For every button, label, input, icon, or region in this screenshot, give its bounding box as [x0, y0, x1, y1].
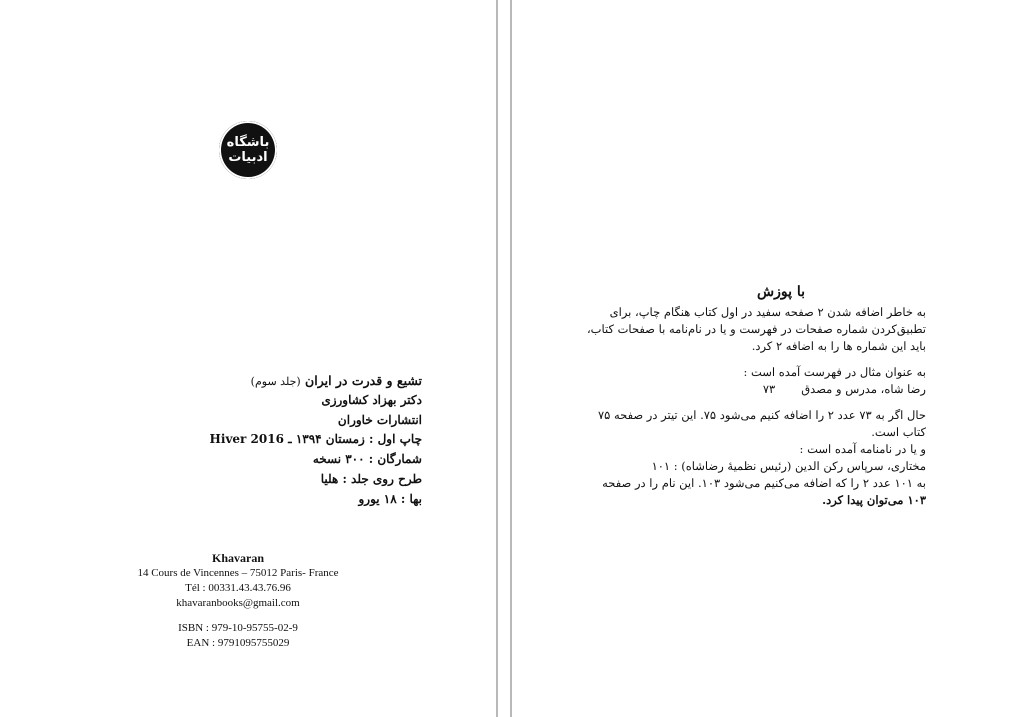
publisher-name: Khavaran	[211, 551, 264, 565]
paragraph-line: تطبیق‌کردن شماره صفحات در فهرست و یا در نام‌نامه با صفحات کتاب،	[586, 322, 926, 336]
example-entry-page: ۷۳	[762, 382, 776, 396]
notice-paragraph-2	[596, 364, 926, 398]
notice-paragraph-1	[586, 304, 926, 355]
author-line: دکتر بهزاد کشاورزی	[321, 392, 422, 407]
example-entry	[596, 381, 926, 398]
left-page	[0, 0, 496, 717]
apology-notice	[586, 284, 926, 518]
notice-paragraph-3	[596, 407, 926, 441]
edition-line: چاپ اول : زمستان ۱۳۹۴ ـ Hiver 2016	[209, 432, 422, 447]
page-gutter-left	[496, 0, 498, 717]
example-entry-text: رضا شاه، مدرس و مصدق	[801, 382, 926, 396]
cover-design-line: طرح روی جلد : هلیا	[320, 471, 422, 486]
paragraph-line: کتاب است.	[871, 425, 926, 439]
paragraph-line: ۱۰۳ می‌توان پیدا کرد.	[822, 493, 926, 507]
book-title-line	[160, 371, 422, 391]
paragraph-line: باید این شماره ها را به اضافه ۲ کرد.	[751, 339, 926, 353]
publisher-address: 14 Cours de Vincennes – 75012 Paris- France	[137, 567, 339, 579]
publisher-tel: Tél : 00331.43.43.76.96	[185, 582, 291, 594]
paragraph-line: به ۱۰۱ عدد ۲ را که اضافه می‌کنیم می‌شود ۱۰۳. این نام را در صفحه	[602, 476, 926, 490]
publisher-info	[110, 551, 366, 651]
paragraph-line: به خاطر اضافه شدن ۲ صفحه سفید در اول کتاب هنگام چاپ، برای	[609, 305, 926, 319]
print-run-line: شمارگان : ۳۰۰ نسخه	[312, 452, 422, 467]
notice-paragraph-4	[596, 441, 926, 509]
price-line: بها : ۱۸ یورو	[358, 491, 422, 506]
right-page	[512, 0, 1024, 717]
paragraph-line: حال اگر به ۷۳ عدد ۲ را اضافه کنیم می‌شود ۷۵. این تیتر در صفحه ۷۵	[597, 408, 926, 422]
isbn: ISBN : 979-10-95755-02-9	[178, 622, 298, 634]
ean: EAN : 9791095755029	[186, 637, 290, 649]
book-title: تشیع و قدرت در ایران	[305, 373, 422, 388]
publisher-email: khavaranbooks@gmail.com	[176, 597, 300, 609]
notice-heading: با پوزش	[756, 284, 805, 300]
book-volume: (جلد سوم)	[250, 375, 301, 388]
publisher-logo-seal	[219, 121, 277, 179]
colophon	[160, 371, 422, 510]
logo-text: باشگاه ادبیات	[226, 135, 270, 165]
paragraph-line: به عنوان مثال در فهرست آمده است :	[743, 365, 926, 379]
paragraph-line: و یا در نامنامه آمده است :	[799, 442, 926, 456]
paragraph-line: مختاری، سرپاس رکن الدین (رئیس نظمیهٔ رضاشاه) : ۱۰۱	[651, 459, 926, 473]
publisher-fa-line: انتشارات خاوران	[337, 412, 422, 427]
